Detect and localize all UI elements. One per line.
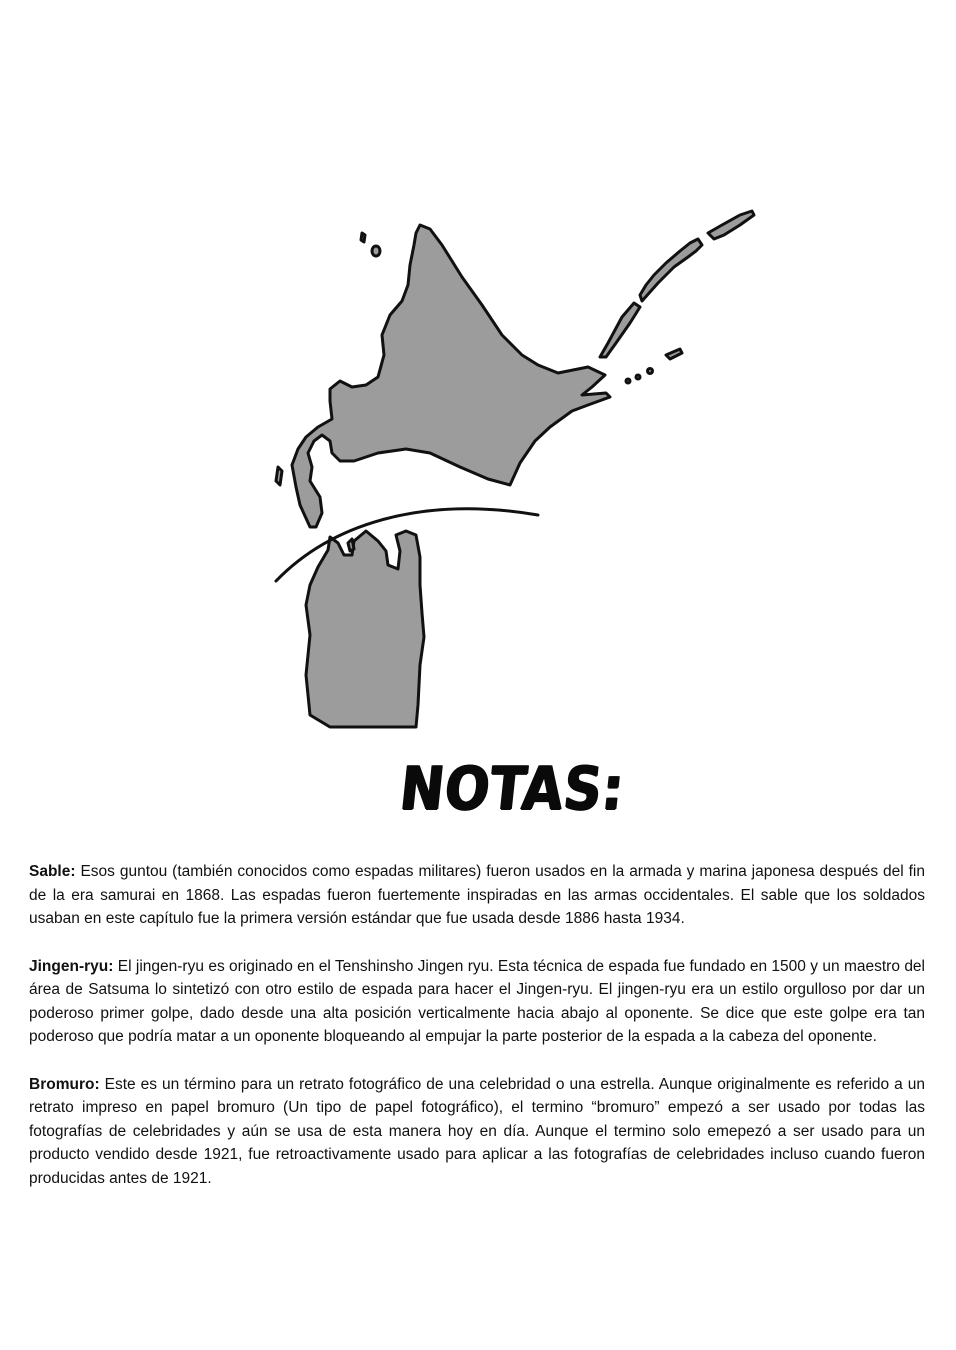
urup-island — [708, 211, 754, 239]
okushiri-island — [276, 467, 282, 485]
habomai-islet-3 — [648, 369, 653, 374]
habomai-islet-1 — [626, 379, 630, 383]
hokkaido-island — [292, 225, 610, 527]
note-term: Bromuro: — [29, 1075, 100, 1093]
note-bromuro — [29, 1073, 925, 1191]
notes-section — [29, 860, 925, 1214]
mutsu-bay-islet — [348, 539, 354, 551]
shikotan-island — [666, 349, 682, 359]
honshu-island — [306, 531, 424, 727]
notes-title: NOTAS: — [396, 754, 628, 824]
iturup-island — [640, 239, 702, 301]
note-term: Jingen-ryu: — [29, 957, 114, 975]
note-sable — [29, 860, 925, 931]
note-text: Esos guntou (también conocidos como espadas militares) fueron usados en la armada y marina japonesa después del fin de la era samurai en 1868. Las espadas fueron fuertemente inspiradas en las armas occidentales. El sable que los soldados usaban en este capítulo fue la primera versión estándar que fue usada desde 1886 hasta 1934. — [29, 863, 925, 927]
habomai-islet-2 — [636, 375, 640, 379]
note-jingen-ryu — [29, 955, 925, 1049]
note-term: Sable: — [29, 863, 76, 880]
rebun-island — [361, 233, 365, 242]
rishiri-island — [372, 246, 380, 256]
note-text: Este es un término para un retrato fotográfico de una celebridad o una estrella. Aunque originalmente es referido a un retrato impreso en papel bromuro (Un tipo de papel fotográfico), el termino “bromuro” empezó a ser usado por todas las fotografías de celebridades y aún se usa de esta manera hoy en día. Aunque el termino solo emepezó a ser usado para un producto vendido desde 1921, fue retroactivamente usado para aplicar a las fotografías de celebridades incluso cuando fueron producidas antes de 1921. — [29, 1075, 925, 1187]
japan-map-illustration — [270, 205, 800, 730]
kunashiri-island — [600, 303, 640, 357]
note-text: El jingen-ryu es originado en el Tenshinsho Jingen ryu. Esta técnica de espada fue fundado en 1500 y un maestro del área de Satsuma lo sintetizó con otro estilo de espada para hacer el Jingen-ryu. El jingen-ryu era un estilo orgulloso por dar un poderoso primer golpe, dado desde una alta posición verticalmente hacia abajo al oponente. Se dice que este golpe era tan poderoso que podría matar a un oponente bloqueando al empujar la parte posterior de la espada a la cabeza del oponente. — [29, 957, 925, 1045]
